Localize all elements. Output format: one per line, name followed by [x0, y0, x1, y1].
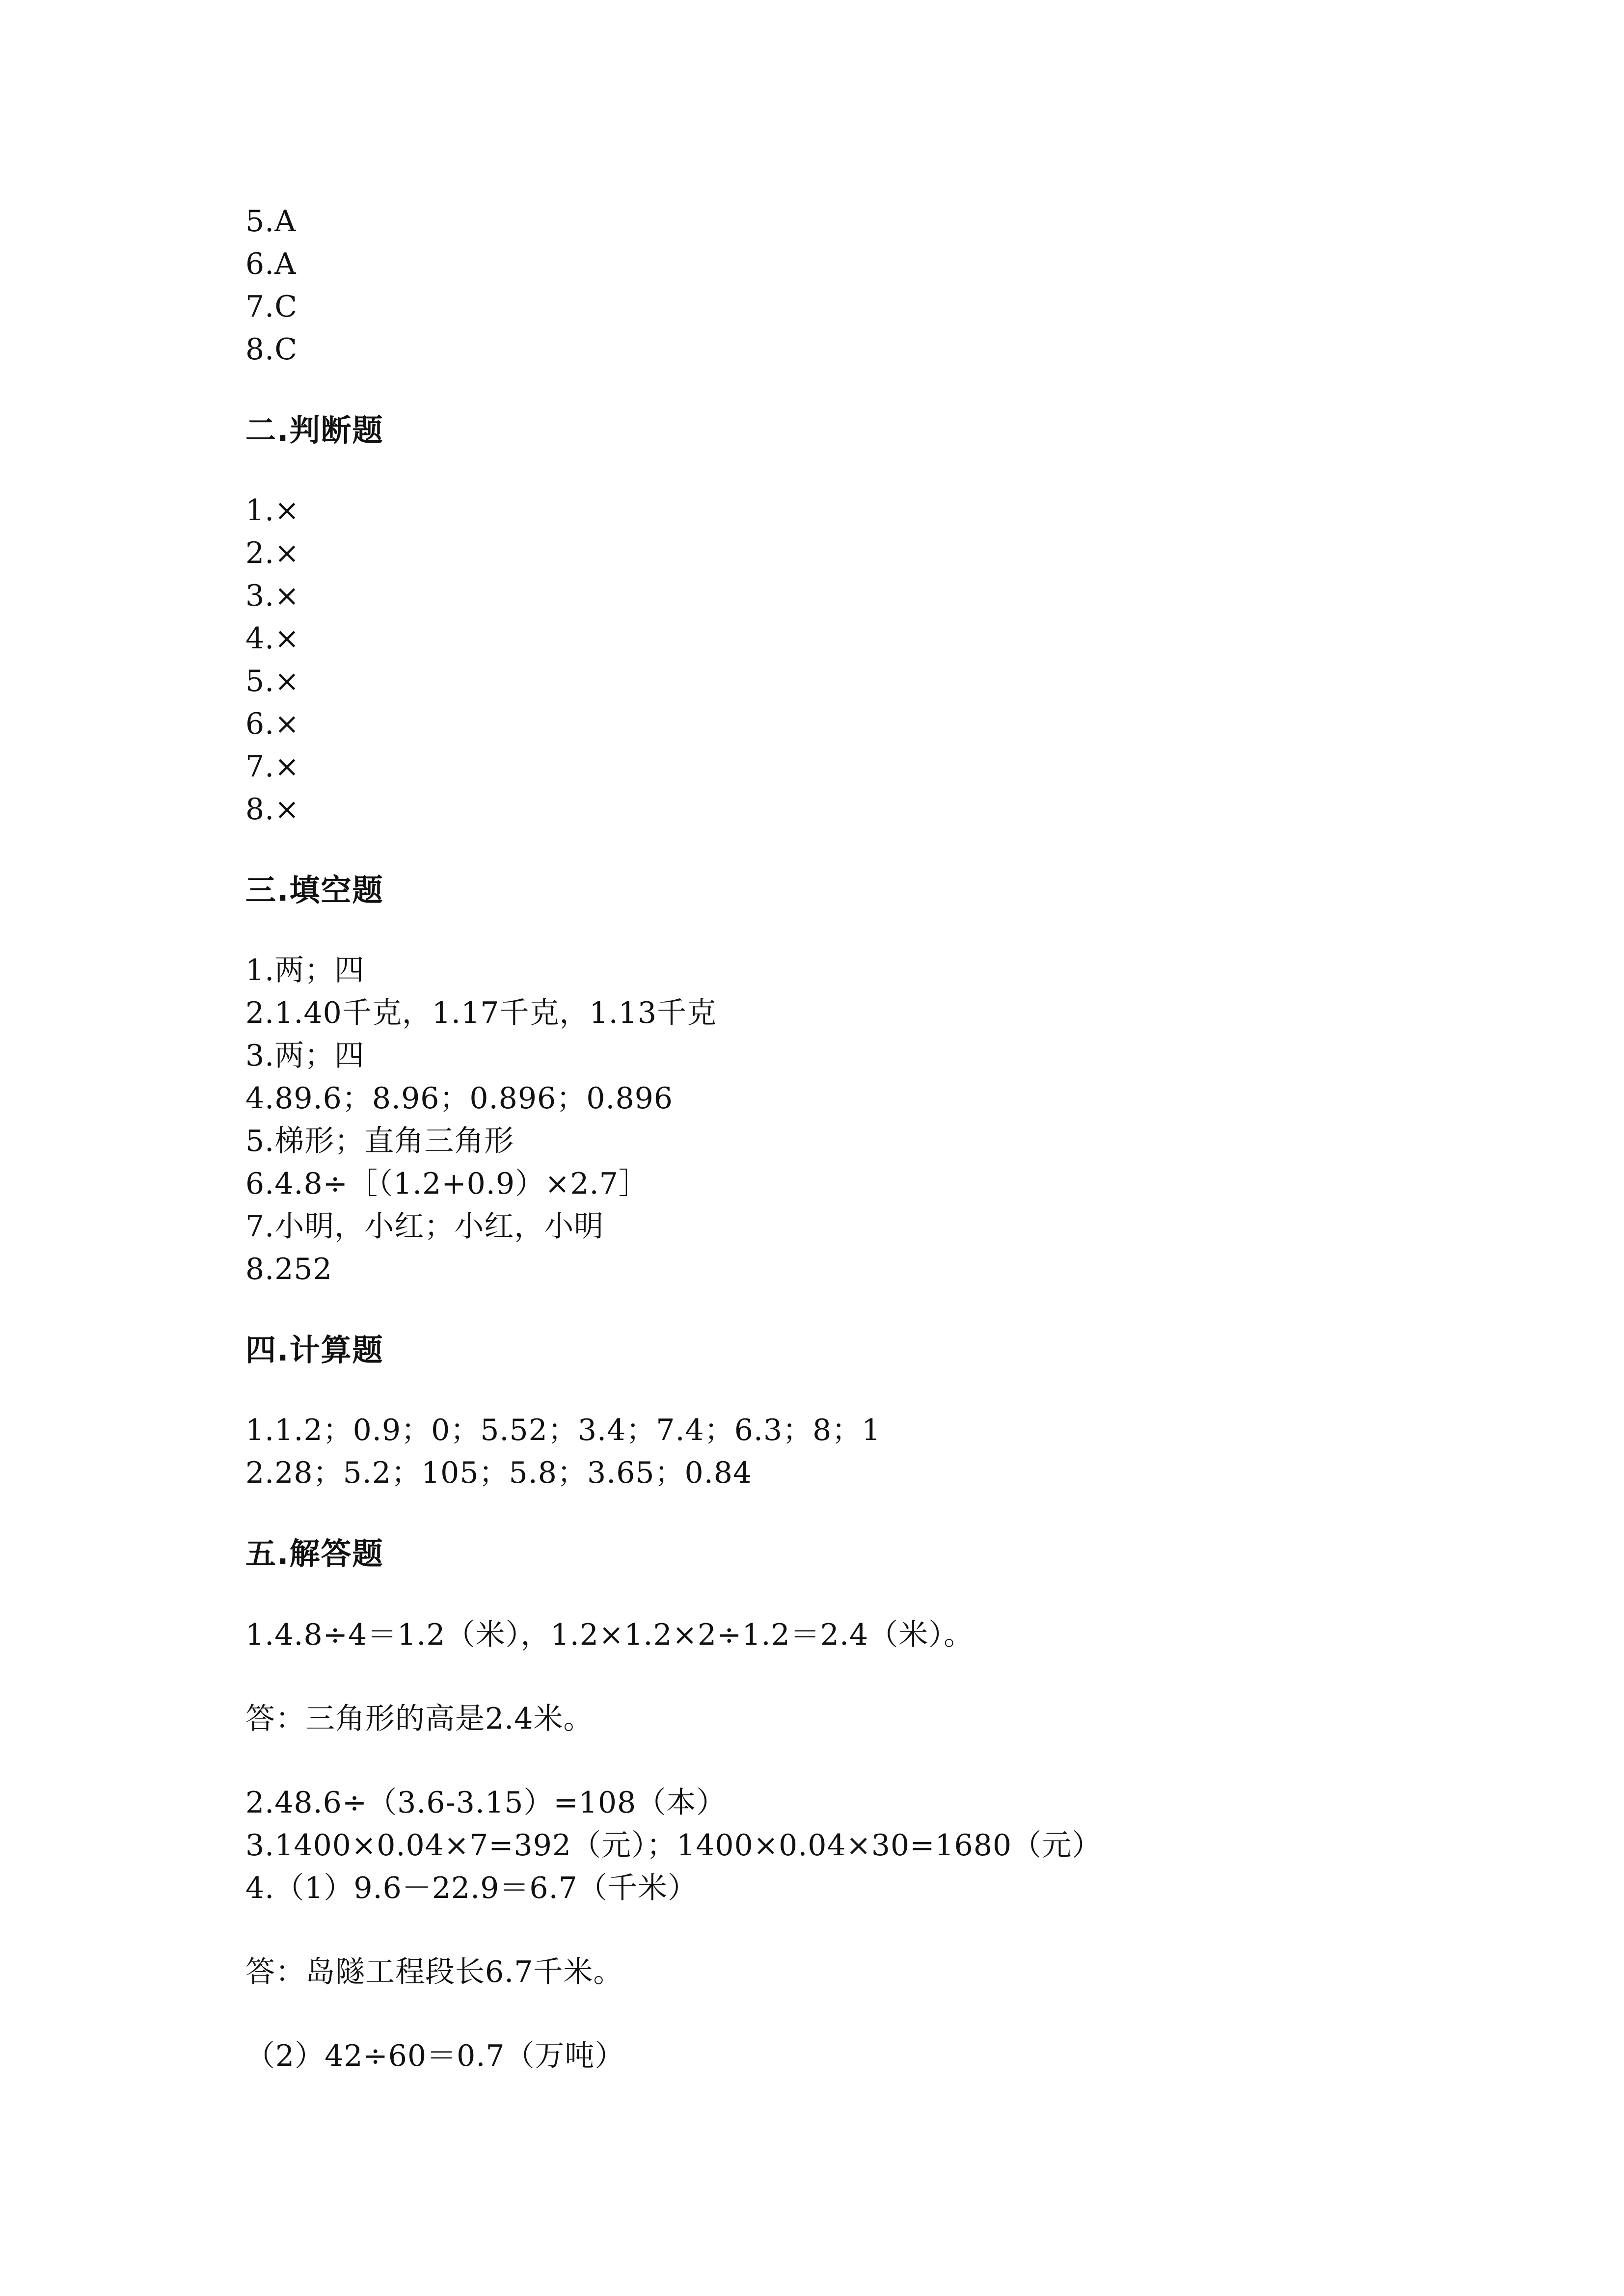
calc-answers	[245, 1409, 1424, 1495]
solve-answer-1: 1.4.8÷4＝1.2（米），1.2×1.2×2÷1.2＝2.4（米）。	[245, 1618, 974, 1652]
solve-answer-4-part-1-conclusion: 答：岛隧工程段长6.7千米。	[245, 1955, 623, 1989]
choice-answer-8: 8.C	[245, 332, 298, 367]
judge-answer-3: 3.×	[245, 579, 300, 613]
judge-answer-4: 4.×	[245, 621, 300, 656]
judge-answer-2: 2.×	[245, 536, 300, 570]
section-heading-judge: 二.判断题	[245, 412, 384, 448]
fill-answer-2: 2.1.40千克，1.17千克，1.13千克	[245, 996, 717, 1030]
solve-answer-4-part-1: 4.（1）9.6－22.9＝6.7（千米）	[245, 1871, 698, 1905]
judge-answer-6: 6.×	[245, 707, 300, 741]
judge-answer-8: 8.×	[245, 792, 300, 827]
judge-answers	[245, 489, 1424, 831]
judge-answer-1: 1.×	[245, 493, 300, 528]
section-heading-fill: 三.填空题	[245, 872, 384, 908]
section-heading-solve: 五.解答题	[245, 1536, 384, 1572]
fill-answer-4: 4.89.6；8.96；0.896；0.896	[245, 1081, 673, 1116]
solve-answer-2: 2.48.6÷（3.6-3.15）=108（本）	[245, 1786, 727, 1820]
answer-document	[245, 200, 1424, 2078]
calc-answer-1: 1.1.2；0.9；0；5.52；3.4；7.4；6.3；8；1	[245, 1413, 881, 1447]
solve-answers	[245, 1614, 1424, 2078]
judge-answer-7: 7.×	[245, 749, 300, 784]
solve-answer-3: 3.1400×0.04×7=392（元）；1400×0.04×30=1680（元）	[245, 1828, 1102, 1863]
choice-answer-5: 5.A	[245, 204, 297, 239]
choice-answers	[245, 200, 1424, 371]
fill-answer-1: 1.两；四	[245, 953, 365, 988]
fill-answer-7: 7.小明，小红；小红，小明	[245, 1209, 604, 1244]
fill-answer-3: 3.两；四	[245, 1039, 365, 1073]
fill-answer-8: 8.252	[245, 1252, 332, 1286]
section-heading-calc: 四.计算题	[245, 1332, 384, 1368]
fill-answer-5: 5.梯形；直角三角形	[245, 1124, 514, 1158]
choice-answer-7: 7.C	[245, 290, 298, 324]
solve-answer-4-part-2: （2）42÷60＝0.7（万吨）	[245, 2039, 625, 2073]
choice-answer-6: 6.A	[245, 247, 297, 281]
fill-answers	[245, 949, 1424, 1291]
judge-answer-5: 5.×	[245, 664, 300, 698]
solve-answer-1-conclusion: 答：三角形的高是2.4米。	[245, 1702, 594, 1736]
fill-answer-6: 6.4.8÷［（1.2+0.9）×2.7］	[245, 1167, 649, 1201]
calc-answer-2: 2.28；5.2；105；5.8；3.65；0.84	[245, 1456, 753, 1490]
